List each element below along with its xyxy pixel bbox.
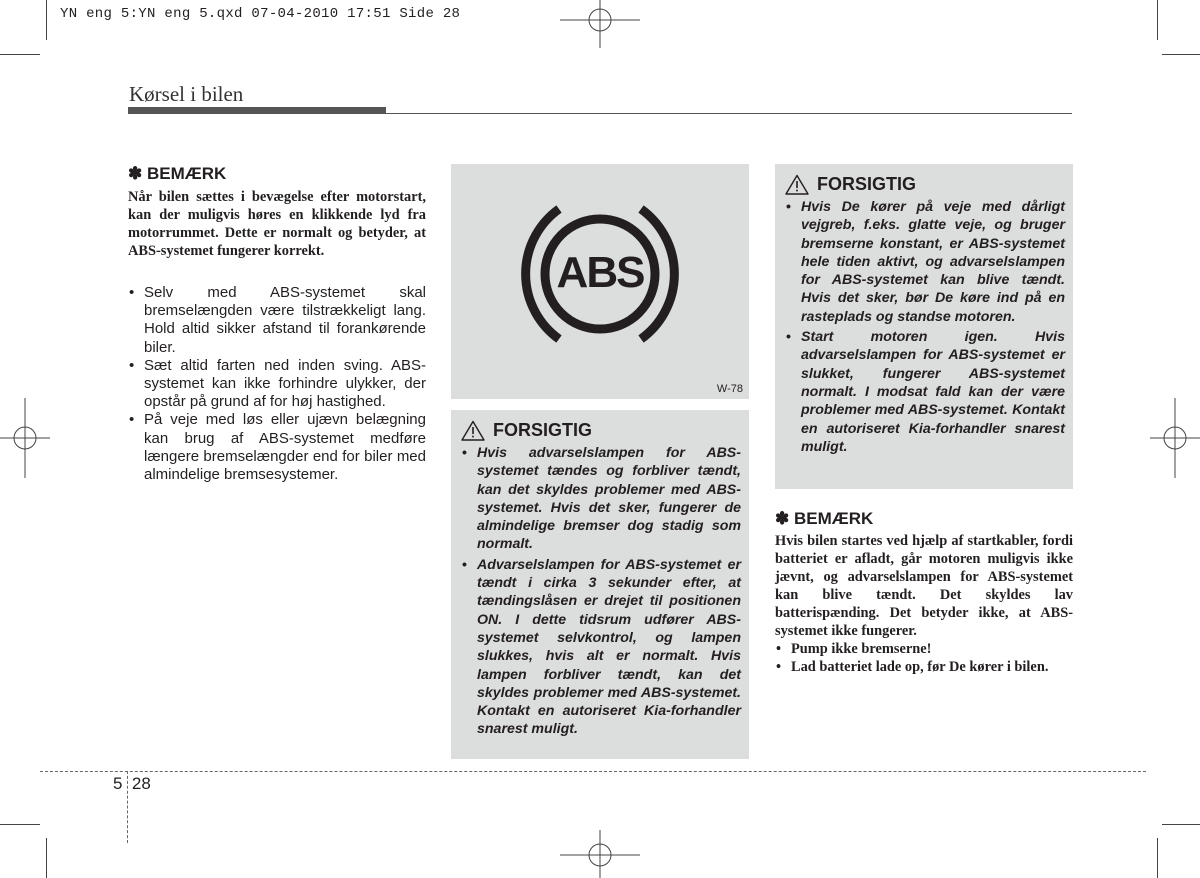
list-item: • Hvis De kører på veje med dårligt vejgreb, f.eks. glatte veje, og bruger bremserne konstant, er ABS-systemet hele tiden aktivt, og advarselslampen for ABS-systemet kan blive tændt. Hvis det sker, bør De køre ind på en rasteplads og standse motoren. xyxy=(785,198,1065,326)
right-note xyxy=(775,509,1073,676)
caution-list xyxy=(461,444,741,739)
registration-mark-top xyxy=(560,0,640,50)
note-body: Hvis bilen startes ved hjælp af startkabler, fordi batteriet er afladt, går motoren muligvis ikke jævnt, og advarselslampen for ABS-systemet kan blive tændt. Det skyldes lav batterispænding. Det betyder ikke, at ABS-systemet ikke fungerer. xyxy=(775,533,1073,639)
note-heading xyxy=(775,509,1073,529)
list-item: • Sæt altid farten ned inden sving. ABS-systemet kan ikke forhindre ulykker, der opstår på grund af for høj hastighed. xyxy=(128,357,426,412)
header-rule-thin xyxy=(386,113,1072,114)
list-item: • På veje med løs eller ujævn belægning kan brug af ABS-systemet medføre længere bremselængder end for biler med almindelige bremsesystemer. xyxy=(128,411,426,484)
crop-mark xyxy=(46,0,47,40)
note-bullet-list xyxy=(775,640,1073,676)
note-title: BEMÆRK xyxy=(793,509,874,528)
caution-box-right xyxy=(775,164,1073,489)
crop-mark xyxy=(1162,824,1200,825)
note-title: BEMÆRK xyxy=(146,164,227,183)
footer-dashed-rule xyxy=(40,771,1146,772)
note-body: Når bilen sættes i bevægelse efter motorstart, kan der muligvis høres en klikkende lyd fra motorrummet. Dette er normalt og betyder, at ABS-systemet fungerer korrekt. xyxy=(128,189,426,259)
caution-title: FORSIGTIG xyxy=(817,174,916,194)
page-number: 5 28 xyxy=(113,774,151,793)
crop-mark xyxy=(1162,54,1200,55)
abs-icon-text: ABS xyxy=(556,248,644,297)
figure-code: W-78 xyxy=(716,383,743,395)
left-column xyxy=(128,164,426,484)
header-rule-thick xyxy=(128,107,386,114)
note-icon: ✽ xyxy=(775,509,790,528)
list-item: • Lad batteriet lade op, før De kører i bilen. xyxy=(775,658,1073,676)
list-item: • Selv med ABS-systemet skal bremselængden være tilstrækkeligt lang. Hold altid sikker afstand til forankørende biler. xyxy=(128,284,426,357)
list-item: • Start motoren igen. Hvis advarselslampen for ABS-systemet er slukket, fungerer ABS-systemet normalt. I modsat fald kan der være problemer med ABS-systemet. Kontakt en autoriseret Kia-forhandler snarest muligt. xyxy=(785,328,1065,456)
crop-mark xyxy=(0,824,40,825)
list-item: • Hvis advarselslampen for ABS-systemet tændes og forbliver tændt, kan det skyldes problemer med ABS-systemet. Hvis det sker, fungerer de almindelige bremser dog stadig som normalt. xyxy=(461,444,741,554)
warning-triangle-icon xyxy=(461,420,485,441)
list-item: • Pump ikke bremserne! xyxy=(775,640,1073,658)
crop-mark xyxy=(0,54,40,55)
crop-mark xyxy=(46,838,47,878)
caution-box-middle xyxy=(451,410,749,759)
abs-bullet-list xyxy=(128,284,426,484)
caution-list xyxy=(785,198,1065,456)
crop-mark xyxy=(1157,838,1158,878)
caution-heading xyxy=(785,174,1065,195)
registration-mark-left xyxy=(0,398,50,478)
warning-triangle-icon xyxy=(785,174,809,195)
print-slug: YN eng 5:YN eng 5.qxd 07-04-2010 17:51 Side 28 xyxy=(60,6,461,22)
abs-figure-panel xyxy=(451,164,749,399)
list-item: • Advarselslampen for ABS-systemet er tændt i cirka 3 sekunder efter, at tændingslåsen er drejet til positionen ON. I dette tidsrum udfører ABS-systemet selvkontrol, og lampen slukkes, hvis alt er normalt. Hvis lampen forbliver tændt, kan det skyldes problemer med ABS-systemet. Kontakt en autoriseret Kia-forhandler snarest muligt. xyxy=(461,556,741,739)
caution-heading xyxy=(461,420,741,441)
note-heading xyxy=(128,164,426,184)
registration-mark-bottom xyxy=(560,828,640,878)
section-title: Kørsel i bilen xyxy=(129,82,244,106)
caution-title: FORSIGTIG xyxy=(493,420,592,440)
registration-mark-right xyxy=(1150,398,1200,478)
note-icon: ✽ xyxy=(128,164,143,183)
crop-mark xyxy=(1157,0,1158,40)
